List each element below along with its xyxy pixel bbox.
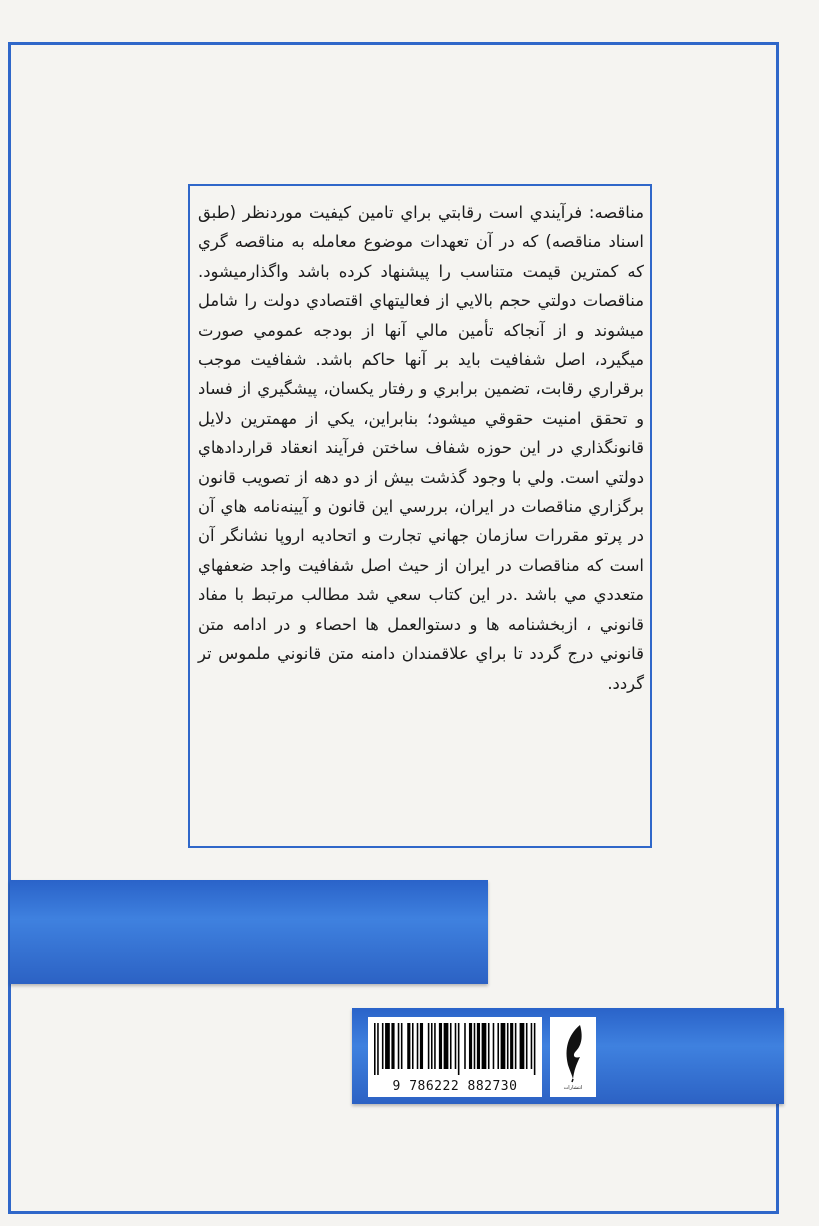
barcode-bar — [488, 1023, 490, 1069]
barcode-bar — [464, 1023, 466, 1069]
barcode-bar — [431, 1023, 433, 1069]
barcode-bar — [520, 1023, 525, 1069]
back-cover-blurb: مناقصه: فرآيندي است رقابتي براي تامين كيفيت موردنظر (طبق اسناد مناقصه) كه در آن تعهدات موضوع معامله به مناقصه گري كه كمترين قيمت متناسب را پيشنهاد كرده باشد واگذارميشود. مناقصات دولتي حجم بالايي از فعاليتهاي اقتصادي دولت را شامل ميشوند و از آنجاكه تأمين مالي آنها از بودجه عمومي صورت ميگيرد، اصل شفافيت بايد بر آنها حاكم باشد. شفافيت موجب برقراري رقابت، تضمين برابري و رفتار يكسان، پيشگيري از فساد و تحقق امنيت حقوقي ميشود؛ بنابراين، يكي از مهمترين دلايل قانونگذاري در اين حوزه شفاف ساختن فرآيند انعقاد قراردادهاي دولتي است. ولي با وجود گذشت بيش از دو دهه از تصويب قانون برگزاري مناقصات در ايران، بررسي اين قانون و آيينه‌نامه هاي آن در پرتو مقررات سازمان جهاني تجارت و اتحاديه اروپا نشانگر آن است كه مناقصات در ايران از حيث اصل شفافيت واجد ضعفهاي متعددي مي باشد .در اين كتاب سعي شد مطالب مرتبط با مفاد قانوني ، ازبخشنامه ها و دستوالعمل ها احصاء و در ادامه متن قانوني درج گردد تا براي علاقمندان دامنه متن قانوني ملموس تر گردد. — [198, 203, 644, 693]
barcode-bar — [417, 1023, 419, 1069]
barcode-bar — [382, 1023, 384, 1069]
barcode-bar — [391, 1023, 394, 1069]
barcode-bar — [526, 1023, 528, 1069]
barcode-bar — [407, 1023, 410, 1069]
barcode-bars — [374, 1023, 537, 1075]
barcode-bar — [455, 1023, 457, 1069]
quill-icon — [550, 1021, 596, 1083]
barcode-bar — [510, 1023, 513, 1069]
blurb-box — [188, 184, 652, 848]
barcode-bar — [450, 1023, 452, 1069]
barcode-bar — [398, 1023, 400, 1069]
barcode-bar — [515, 1023, 517, 1069]
barcode-bar — [377, 1023, 379, 1075]
barcode-bar — [474, 1023, 476, 1069]
publisher-caption: انتشارات — [563, 1085, 583, 1091]
barcode-bar — [458, 1023, 460, 1075]
barcode-bar — [469, 1023, 472, 1069]
barcode-bar — [444, 1023, 449, 1069]
barcode-bar — [477, 1023, 480, 1069]
barcode-bar — [439, 1023, 442, 1069]
barcode-bar — [534, 1023, 536, 1075]
publisher-logo — [550, 1017, 596, 1097]
barcode-bar — [501, 1023, 506, 1069]
barcode-bar — [385, 1023, 390, 1069]
isbn-barcode — [368, 1017, 542, 1097]
isbn-number: 9 786222 882730 — [392, 1079, 518, 1094]
barcode-bar — [412, 1023, 414, 1069]
barcode-bar — [420, 1023, 423, 1069]
barcode-bar — [434, 1023, 436, 1069]
decorative-blue-band — [10, 880, 488, 984]
barcode-bar — [428, 1023, 430, 1069]
barcode-bar — [531, 1023, 533, 1069]
barcode-bar — [482, 1023, 487, 1069]
barcode-bar — [493, 1023, 495, 1069]
barcode-bar — [497, 1023, 499, 1069]
barcode-bar — [507, 1023, 509, 1069]
barcode-bar — [374, 1023, 376, 1075]
barcode-strip — [352, 1008, 784, 1104]
barcode-bar — [401, 1023, 403, 1069]
